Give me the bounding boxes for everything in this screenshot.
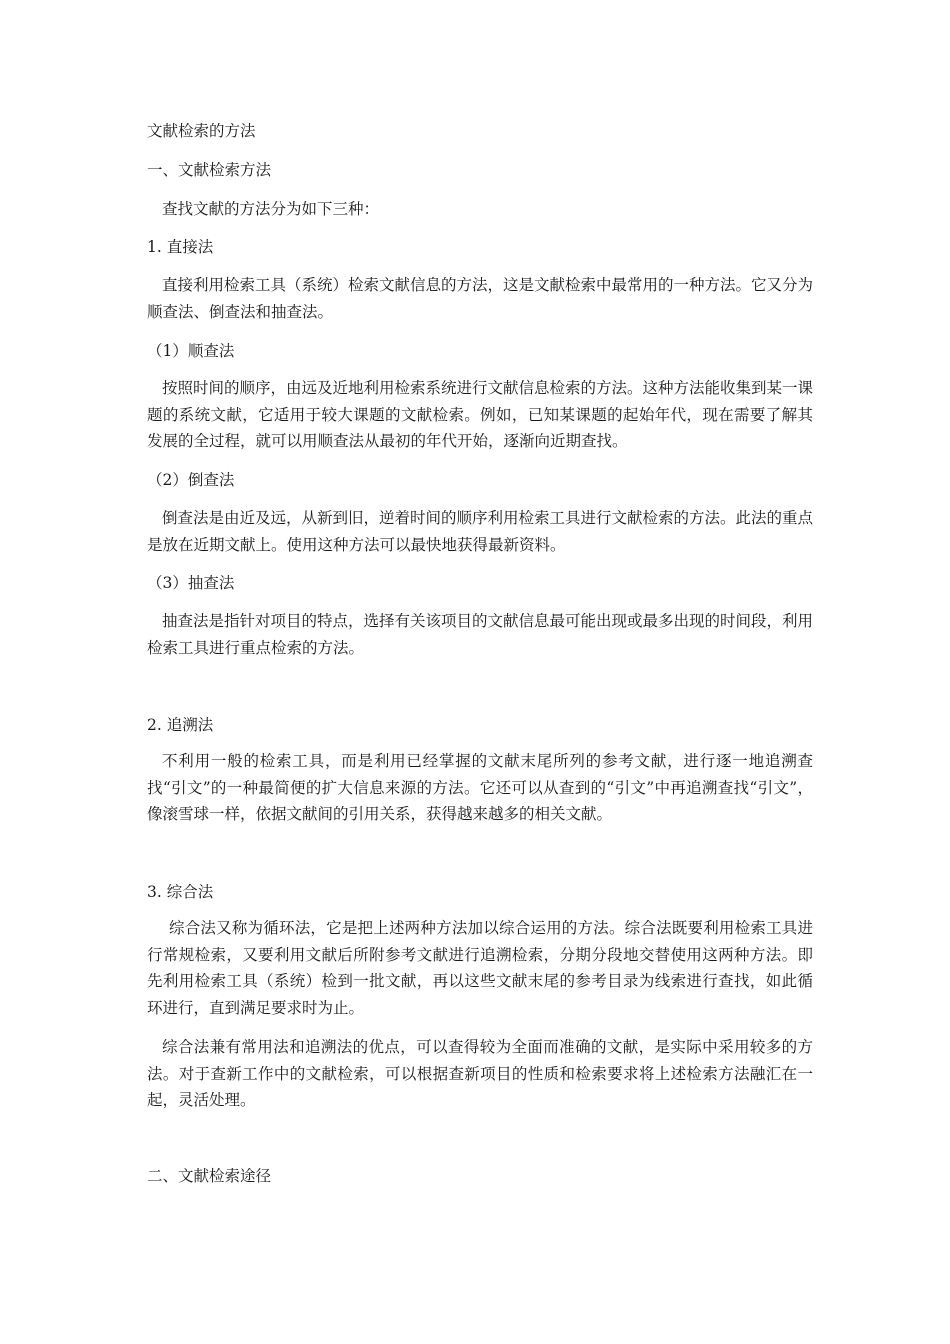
intro-text: 查找文献的方法分为如下三种：: [162, 200, 380, 218]
method-heading-tracing: 2. 追溯法: [147, 716, 214, 734]
document-title: 文献检索的方法: [147, 122, 256, 140]
subheading-forward-search: （1）顺查法: [147, 342, 235, 360]
method-heading-combined: 3. 综合法: [147, 883, 214, 901]
method-body-tracing: 不利用一般的检索工具，而是利用已经掌握的文献末尾所列的参考文献，进行逐一地追溯查找“引文”的一种最简便的扩大信息来源的方法。它还可以从查到的“引文”中再追溯查找“引文”，像滚雪球一样，依据文献间的引用关系，获得越来越多的相关文献。: [147, 752, 813, 823]
method-body-combined-1: 综合法又称为循环法，它是把上述两种方法加以综合运用的方法。综合法既要利用检索工具进行常规检索，又要利用文献后所附参考文献进行追溯检索，分期分段地交替使用这两种方法。即先利用检索工具（系统）检到一批文献，再以这些文献末尾的参考目录为线索进行查找，如此循环进行，直到满足要求时为止。: [147, 919, 813, 1017]
section-heading-2: 二、文献检索途径: [147, 1167, 272, 1185]
body-backward-search: 倒查法是由近及远，从新到旧，逆着时间的顺序利用检索工具进行文献检索的方法。此法的重点是放在近期文献上。使用这种方法可以最快地获得最新资料。: [147, 509, 814, 554]
subheading-sampling-search: （3）抽查法: [147, 574, 235, 592]
body-sampling-search: 抽查法是指针对项目的特点，选择有关该项目的文献信息最可能出现或最多出现的时间段，利用检索工具进行重点检索的方法。: [147, 612, 814, 657]
body-forward-search: 按照时间的顺序，由远及近地利用检索系统进行文献信息检索的方法。这种方法能收集到某一课题的系统文献，它适用于较大课题的文献检索。例如，已知某课题的起始年代，现在需要了解其发展的全过程，就可以用顺查法从最初的年代开始，逐渐向近期查找。: [147, 379, 814, 450]
section-heading-1: 一、文献检索方法: [147, 161, 272, 179]
subheading-backward-search: （2）倒查法: [147, 471, 235, 489]
method-body-combined-2: 综合法兼有常用法和追溯法的优点，可以查得较为全面而准确的文献，是实际中采用较多的方法。对于查新工作中的文献检索，可以根据查新项目的性质和检索要求将上述检索方法融汇在一起，灵活处理。: [147, 1038, 813, 1109]
method-heading-direct: 1. 直接法: [147, 238, 214, 256]
method-body-direct: 直接利用检索工具（系统）检索文献信息的方法，这是文献检索中最常用的一种方法。它又分为顺查法、倒查法和抽查法。: [147, 276, 814, 321]
